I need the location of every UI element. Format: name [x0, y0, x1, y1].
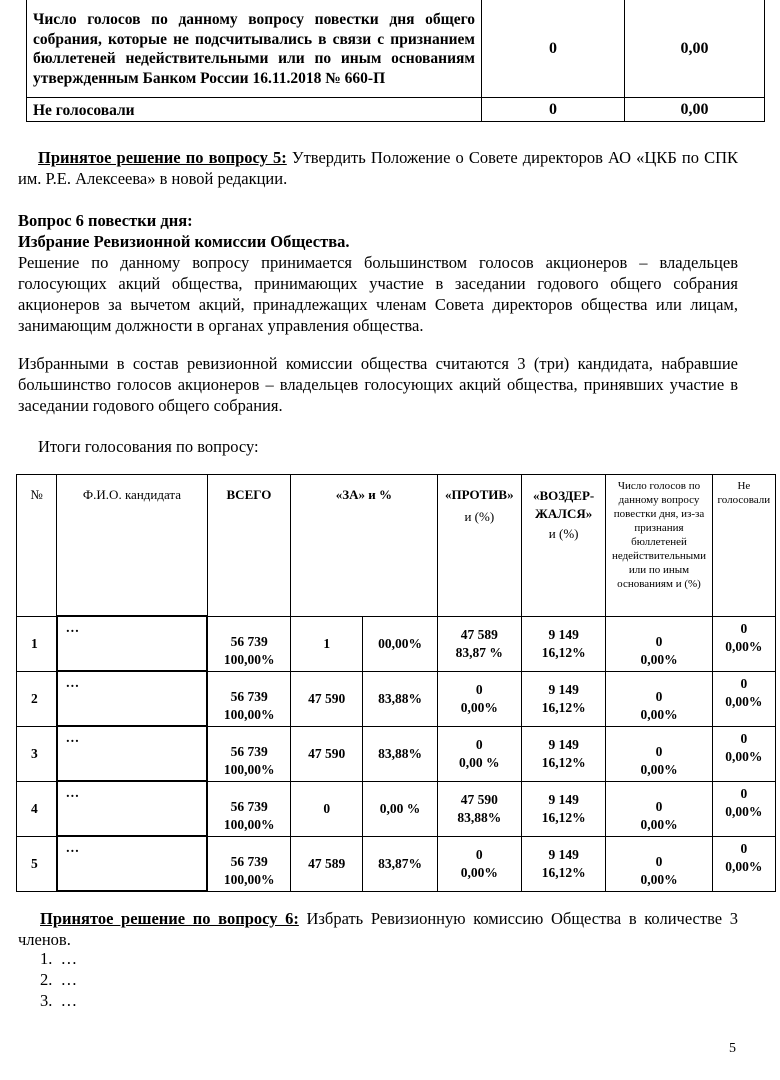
not-voted-votes: 0 0,00% [712, 616, 775, 671]
candidate-name: … [57, 671, 208, 726]
table-row [17, 671, 776, 726]
not-voted-votes: 0 0,00% [712, 836, 775, 891]
candidate-name: … [57, 616, 208, 671]
for-percent: 0,00 % [363, 781, 437, 836]
for-votes: 47 589 [291, 836, 363, 891]
header-for: «ЗА» и % [291, 475, 438, 617]
list-item [40, 969, 77, 990]
not-voted-percent: 0,00 [625, 98, 765, 122]
total-votes: 56 739 100,00% [207, 836, 290, 891]
for-percent: 00,00% [363, 616, 437, 671]
row-number: 5 [17, 836, 57, 891]
not-voted-count: 0 [482, 98, 625, 122]
header-against [437, 475, 521, 617]
invalid-ballots-label: Число голосов по данному вопросу повестки дня общего собрания, которые не подсчитывались в связи с признанием бюллетеней недействительными или по иным основаниям утвержденным Банком России 16.11.2018 № 660-П [27, 0, 482, 98]
list-item-text: … [60, 970, 78, 989]
abstain-votes: 9 149 16,12% [521, 836, 605, 891]
question-6-heading: Вопрос 6 повестки дня: [18, 211, 193, 230]
question-6-title: Избрание Ревизионной комиссии Общества. [18, 232, 350, 251]
elected-candidates-paragraph: Избранными в состав ревизионной комиссии общества считаются 3 (три) кандидата, набравшие большинство голосов акционеров – владельцев голосующих акций общества, принявших участие в заседании годового общего собрания. [18, 354, 738, 415]
invalid-votes: 0 0,00% [606, 836, 712, 891]
decision-6-paragraph [18, 908, 738, 950]
question-6-rule: Решение по данному вопросу принимается большинством голосов акционеров – владельцев голосующих акций общества, принимающих участие в заседании годового общего собрания акционеров за вычетом акций, принадлежащих членам Совета директоров общества или лицам, занимающим должности в органах управления общества. [18, 253, 738, 335]
against-votes: 47 589 83,87 % [437, 616, 521, 671]
abstain-votes: 9 149 16,12% [521, 726, 605, 781]
table-row [17, 781, 776, 836]
list-item-text: … [60, 991, 78, 1010]
header-invalid-votes: Число голосов по данному вопросу повестки дня, из-за признания бюллетеней недействительными или по иным основаниям и (%) [606, 475, 712, 617]
decision-6-text: Избрать Ревизионную комиссию Общества в количестве 3 членов. [18, 909, 738, 949]
table-row [17, 726, 776, 781]
total-votes: 56 739 100,00% [207, 781, 290, 836]
for-votes: 47 590 [291, 726, 363, 781]
against-votes: 47 590 83,88% [437, 781, 521, 836]
header-number: № [17, 475, 57, 617]
not-voted-label: Не голосовали [27, 98, 482, 122]
total-votes: 56 739 100,00% [207, 726, 290, 781]
against-votes: 0 0,00 % [437, 726, 521, 781]
candidate-name: … [57, 726, 208, 781]
against-votes: 0 0,00% [437, 671, 521, 726]
header-abstain-title: «ВОЗДЕР-ЖАЛСЯ» [533, 488, 595, 521]
header-not-voted: Не голосовали [712, 475, 775, 617]
list-item-number: 3. [40, 991, 53, 1010]
not-voted-votes: 0 0,00% [712, 726, 775, 781]
total-votes: 56 739 100,00% [207, 671, 290, 726]
row-number: 2 [17, 671, 57, 726]
candidate-name: … [57, 781, 208, 836]
header-against-pct: и (%) [464, 509, 495, 524]
header-total: ВСЕГО [207, 475, 290, 617]
invalid-votes: 0 0,00% [606, 671, 712, 726]
row-number: 3 [17, 726, 57, 781]
header-abstain-pct: и (%) [548, 526, 579, 541]
row-number: 1 [17, 616, 57, 671]
decision-5-paragraph [18, 147, 738, 189]
against-votes: 0 0,00% [437, 836, 521, 891]
header-against-title: «ПРОТИВ» [445, 487, 514, 502]
candidate-name: … [57, 836, 208, 891]
header-abstain [521, 475, 605, 617]
list-item-number: 1. [40, 949, 53, 968]
not-counted-votes-table [26, 0, 765, 122]
decision-5-text: Утвердить Положение о Совете директоров АО «ЦКБ по СПК им. Р.Е. Алексеева» в новой редакции. [18, 148, 739, 188]
abstain-votes: 9 149 16,12% [521, 781, 605, 836]
voting-results-label: Итоги голосования по вопросу: [38, 437, 259, 456]
header-candidate-name: Ф.И.О. кандидата [57, 475, 208, 617]
abstain-votes: 9 149 16,12% [521, 671, 605, 726]
not-voted-votes: 0 0,00% [712, 671, 775, 726]
list-item-text: … [60, 949, 78, 968]
list-item-number: 2. [40, 970, 53, 989]
table-row [17, 616, 776, 671]
table-row [17, 836, 776, 891]
for-votes: 1 [291, 616, 363, 671]
for-votes: 47 590 [291, 671, 363, 726]
for-votes: 0 [291, 781, 363, 836]
page-number: 5 [729, 1041, 736, 1056]
decision-6-label: Принятое решение по вопросу 6: [40, 909, 299, 928]
invalid-ballots-percent: 0,00 [625, 0, 765, 98]
invalid-votes: 0 0,00% [606, 781, 712, 836]
row-number: 4 [17, 781, 57, 836]
list-item [40, 948, 77, 969]
for-percent: 83,88% [363, 671, 437, 726]
not-voted-votes: 0 0,00% [712, 781, 775, 836]
for-percent: 83,87% [363, 836, 437, 891]
list-item [40, 990, 77, 1011]
invalid-votes: 0 0,00% [606, 616, 712, 671]
invalid-ballots-count: 0 [482, 0, 625, 98]
for-percent: 83,88% [363, 726, 437, 781]
voting-results-table [16, 474, 776, 892]
total-votes: 56 739 100,00% [207, 616, 290, 671]
invalid-votes: 0 0,00% [606, 726, 712, 781]
abstain-votes: 9 149 16,12% [521, 616, 605, 671]
decision-5-label: Принятое решение по вопросу 5: [38, 148, 287, 167]
